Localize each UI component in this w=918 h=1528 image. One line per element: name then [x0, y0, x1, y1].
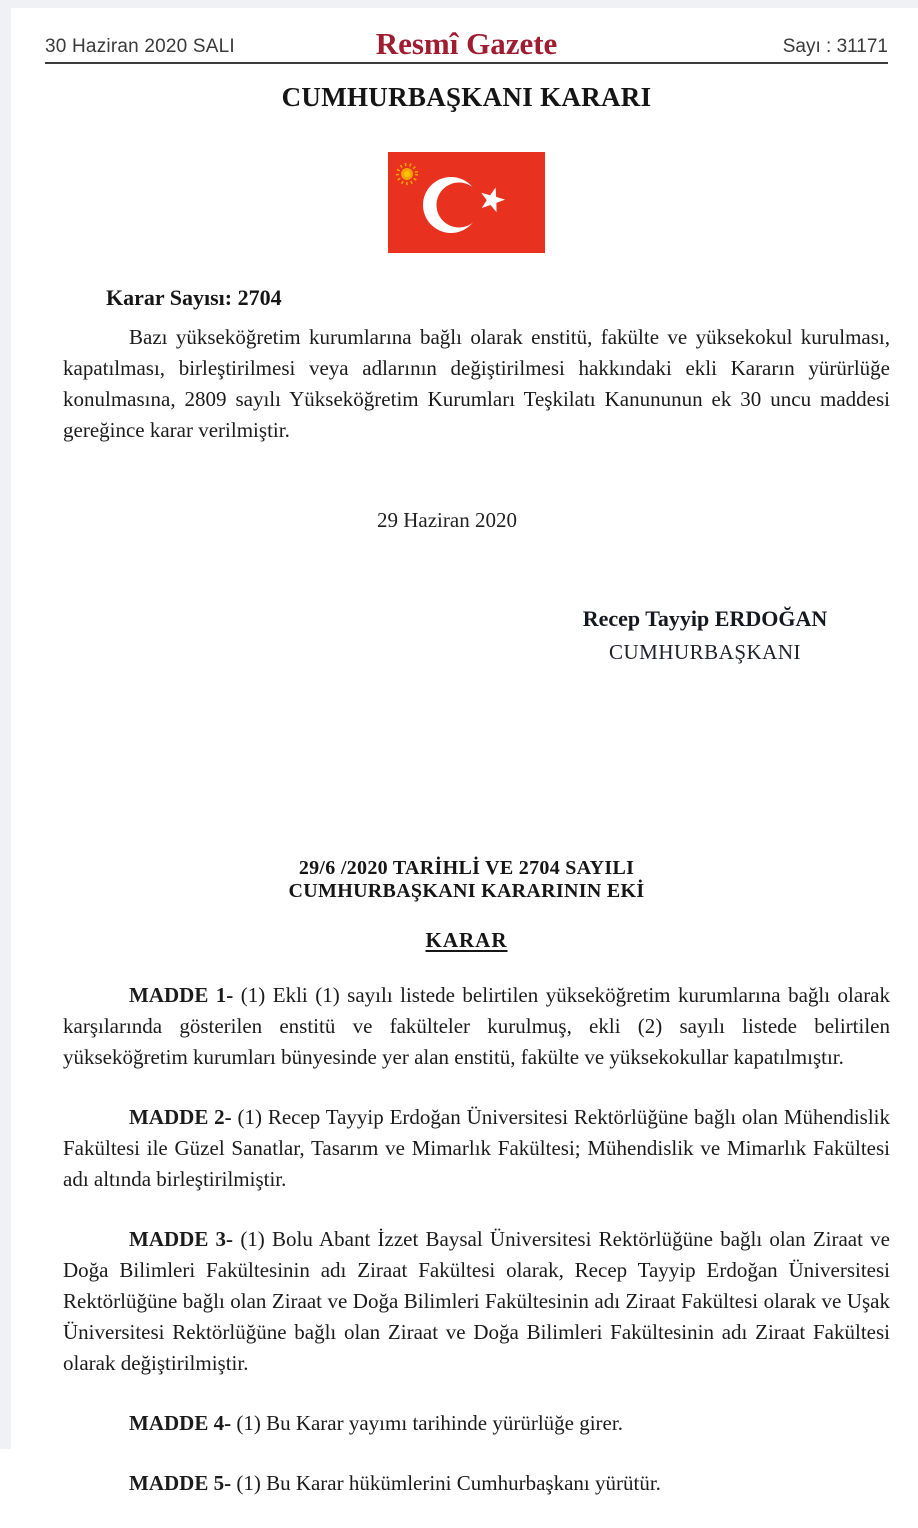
top-edge-strip	[0, 0, 918, 8]
article-label: MADDE 1-	[129, 983, 234, 1007]
decree-date: 29 Haziran 2020	[377, 508, 517, 532]
article-label: MADDE 2-	[129, 1105, 232, 1129]
article-text: (1) Bu Karar yayımı tarihinde yürürlüğe girer.	[236, 1411, 623, 1435]
turkish-flag-image	[388, 152, 545, 253]
article-text: (1) Ekli (1) sayılı listede belirtilen yükseköğretim kurumlarına bağlı olarak karşılarında gösterilen enstitü ve fakülteler kurulmuş, ekli (2) sayılı listede belirtilen yükseköğretim kurumları bünyesinde yer alan enstitü, fakülte ve yüksekokullar kapatılmıştır.	[63, 983, 891, 1069]
decree-heading: CUMHURBAŞKANI KARARI	[281, 82, 652, 112]
article-label: MADDE 3-	[129, 1227, 234, 1251]
annex-heading-line2: CUMHURBAŞKANI KARARININ EKİ	[288, 880, 645, 902]
annex-heading	[45, 857, 888, 903]
article-paragraph-1	[63, 980, 890, 1073]
signature-title: CUMHURBAŞKANI	[608, 640, 802, 664]
signature-name: Recep Tayyip ERDOĞAN	[582, 606, 828, 631]
article-label: MADDE 5-	[129, 1471, 232, 1495]
masthead-issue-number: Sayı : 31171	[782, 36, 888, 57]
annex-subheading	[45, 928, 888, 953]
article-paragraph-4	[63, 1408, 890, 1439]
flag-icon	[388, 152, 545, 253]
decree-body-paragraph: Bazı yükseköğretim kurumlarına bağlı olarak enstitü, fakülte ve yüksekokul kurulması, kapatılması, birleştirilmesi veya adlarının değiştirilmesi hakkındaki ekli Kararın yürürlüğe konulmasına, 2809 sayılı Yükseköğretim Kurumları Teşkilatı Kanununun ek 30 uncu maddesi gereğince karar verilmiştir.	[63, 325, 890, 442]
article-text: (1) Bolu Abant İzzet Baysal Üniversitesi Rektörlüğüne bağlı olan Ziraat ve Doğa Bilimleri Fakültesinin adı Ziraat Fakültesi olarak, Recep Tayyip Erdoğan Üniversitesi Rektörlüğüne bağlı olan Ziraat ve Doğa Bilimleri Fakültesinin adı Ziraat Fakültesi olarak ve Uşak Üniversitesi Rektörlüğüne bağlı olan Ziraat ve Doğa Bilimleri Fakültesinin adı Ziraat Fakültesi olarak değiştirilmiştir.	[63, 1227, 891, 1375]
article-label: MADDE 4-	[129, 1411, 232, 1435]
article-paragraph-5	[63, 1468, 890, 1499]
decision-number: Karar Sayısı: 2704	[106, 285, 282, 310]
annex-heading-line1: 29/6 /2020 TARİHLİ VE 2704 SAYILI	[298, 857, 635, 879]
left-edge-strip	[0, 0, 11, 1449]
signature-block	[520, 606, 890, 665]
masthead-divider	[45, 62, 888, 64]
article-paragraph-3	[63, 1224, 890, 1379]
article-text: (1) Bu Karar hükümlerini Cumhurbaşkanı yürütür.	[236, 1471, 661, 1495]
masthead-date: 30 Haziran 2020 SALI	[45, 36, 235, 57]
masthead	[45, 24, 888, 61]
articles-section	[63, 980, 890, 1528]
masthead-title: Resmî Gazete	[375, 26, 558, 61]
article-paragraph-2	[63, 1102, 890, 1195]
article-text: (1) Recep Tayyip Erdoğan Üniversitesi Rektörlüğüne bağlı olan Mühendislik Fakültesi ile Güzel Sanatlar, Tasarım ve Mimarlık Fakültesi; Mühendislik ve Mimarlık Fakültesi adı altında birleştirilmiştir.	[63, 1105, 891, 1191]
annex-subheading-text: KARAR	[425, 928, 508, 952]
